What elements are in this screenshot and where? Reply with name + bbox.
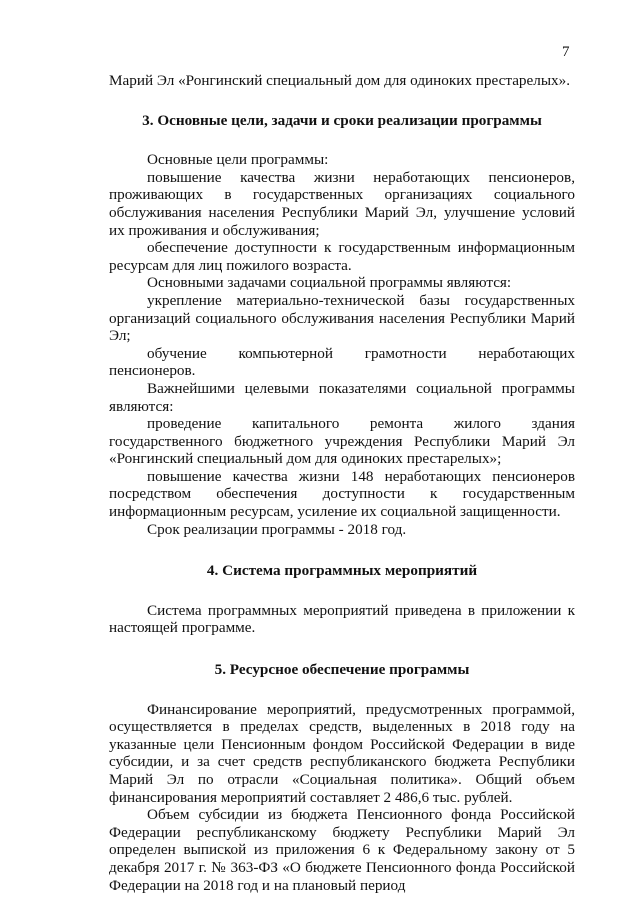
paragraph: повышение качества жизни 148 неработающих пенсионеров посредством обеспечения доступности к государственным информационным ресурсам, усиление их социальной защищенности.: [109, 467, 575, 521]
paragraph: Срок реализации программы - 2018 год.: [147, 520, 407, 538]
paragraph: Важнейшими целевыми показателями социальной программы являются:: [109, 379, 575, 415]
paragraph: Объем субсидии из бюджета Пенсионного фонда Российской Федерации республиканскому бюджету Республики Марий Эл определен выпиской из приложения 6 к Федеральному закону от 5 декабря 2017 г. № 363-ФЗ «О бюджете Пенсионного фонда Российской Федерации на 2018 год и на плановый период: [109, 806, 575, 894]
paragraph: Система программных мероприятий приведена в приложении к настоящей программе.: [109, 601, 575, 637]
page-content: [109, 72, 575, 894]
paragraph: Основными задачами социальной программы являются:: [147, 274, 512, 292]
section-3-heading: 3. Основные цели, задачи и сроки реализации программы: [142, 111, 542, 129]
paragraph: проведение капитального ремонта жилого здания государственного бюджетного учреждения Республики Марий Эл «Ронгинский специальный дом для одиноких престарелых»;: [109, 415, 575, 468]
paragraph: Основные цели программы:: [147, 151, 329, 169]
paragraph: обеспечение доступности к государственным информационным ресурсам для лиц пожилого возраста.: [109, 239, 575, 274]
section-4-heading: 4. Система программных мероприятий: [206, 562, 478, 580]
continuation-line: Марий Эл «Ронгинский специальный дом для одиноких престарелых».: [109, 72, 571, 89]
paragraph: Финансирование мероприятий, предусмотренных программой, осуществляется в пределах средств, выделенных в 2018 году на указанные цели Пенсионным фондом Российской Федерации в виде субсидии, и за счет средств республиканского бюджета Республики Марий Эл по отрасли «Социальная политика». Общий объем финансирования мероприятий составляет 2 486,6 тыс. рублей.: [109, 700, 575, 806]
paragraph: повышение качества жизни неработающих пенсионеров, проживающих в государственных организациях социального обслуживания населения Республики Марий Эл, улучшение условий их проживания и обслуживания;: [109, 168, 575, 239]
paragraph: обучение компьютерной грамотности неработающих пенсионеров.: [109, 344, 575, 380]
section-5-heading: 5. Ресурсное обеспечение программы: [214, 661, 470, 679]
page-number: 7: [562, 44, 570, 60]
paragraph: укрепление материально-технической базы государственных организаций социального обслуживания населения Республики Марий Эл;: [109, 291, 575, 345]
